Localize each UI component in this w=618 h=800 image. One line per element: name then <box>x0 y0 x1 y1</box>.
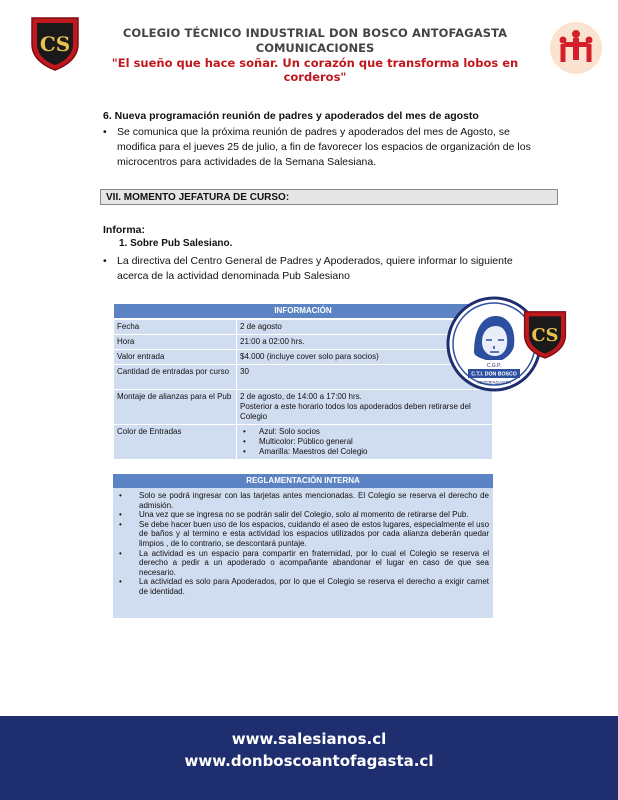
table-row <box>114 335 493 350</box>
table-key: Montaje de alianzas para el Pub <box>114 390 237 425</box>
table-row <box>114 320 493 335</box>
footer-url-salesianos[interactable]: www.salesianos.cl <box>231 730 387 748</box>
bullet-icon: • <box>103 126 107 138</box>
table-key: Hora <box>114 335 237 350</box>
section-6-bullet <box>103 125 543 170</box>
list-item: • Se debe hacer buen uso de los espacios, cuidando el aseo de estos lugares, especialmente el uso de baños y al termino e esta actividad los espacios utilizados por cada alianza deberán quedar limpios , de lo contrario, se descontará puntaje. <box>119 519 490 548</box>
table-row <box>114 425 493 460</box>
salesian-family-logo-icon <box>548 20 604 76</box>
info-table-heading: INFORMACIÓN <box>113 303 493 319</box>
section-6-heading: 6. Nueva programación reunión de padres y apoderados del mes de agosto <box>103 110 479 122</box>
bullet-icon: • <box>103 255 107 267</box>
section-7-heading: VII. MOMENTO JEFATURA DE CURSO: <box>100 189 558 205</box>
table-value <box>237 425 493 460</box>
badge-line3: ANTOFAGASTA <box>477 380 511 385</box>
info-table <box>113 303 493 460</box>
table-key: Color de Entradas <box>114 425 237 460</box>
reglamento-heading: REGLAMENTACIÓN INTERNA <box>113 474 493 488</box>
list-item: • Multicolor: Público general <box>243 437 353 446</box>
section-7-bullet <box>103 254 543 284</box>
badge-line2: C.T.I. DON BOSCO <box>471 371 517 378</box>
section-6-bullet-text: Se comunica que la próxima reunión de padres y apoderados del mes de Agosto, se modifica para el jueves 25 de julio, a fin de favorecer los espacios de organización de los microcentros para actividades de la Semana Salesiana. <box>117 126 531 168</box>
list-item: • Azul: Solo socios <box>243 427 320 436</box>
table-row <box>114 390 493 425</box>
school-crest-small-icon <box>521 308 569 360</box>
table-value: $4.000 (incluye cover solo para socios) <box>237 350 493 365</box>
svg-text:CS: CS <box>39 32 71 56</box>
reglamento-body <box>113 488 493 618</box>
list-item: • Amarilla: Maestros del Colegio <box>243 447 368 456</box>
informa-label: Informa: <box>103 224 145 236</box>
svg-text:CS: CS <box>531 325 559 347</box>
list-item: • Solo se podrá ingresar con las tarjetas antes mencionadas. El Colegio se reserva el derecho de admisión. <box>119 491 489 510</box>
table-key: Cantidad de entradas por curso <box>114 365 237 390</box>
school-crest-icon <box>28 14 82 72</box>
list-item: • La actividad es solo para Apoderados, por lo que el Colegio se reserva el derecho a exigir carnet de identidad. <box>119 577 489 596</box>
badge-line1: C.G.P. <box>486 363 502 369</box>
table-row <box>114 350 493 365</box>
table-value: 21:00 a 02:00 hrs. <box>237 335 493 350</box>
department-title: COMUNICACIONES <box>255 41 375 55</box>
school-title: COLEGIO TÉCNICO INDUSTRIAL DON BOSCO ANTOFAGASTA <box>122 26 508 40</box>
table-key: Valor entrada <box>114 350 237 365</box>
table-value: 2 de agosto <box>237 320 493 335</box>
school-motto: "El sueño que hace soñar. Un corazón que transforma lobos en corderos" <box>111 56 519 84</box>
list-item: • La actividad es un espacio para compartir en fraternidad, por lo cual el Colegio se reserva el derecho a pedir a un apoderado o acompañante abandonar el lugar en caso de que sea necesario. <box>119 548 489 577</box>
section-7-bullet-text: La directiva del Centro General de Padres y Apoderados, quiere informar lo siguiente acerca de la actividad denominada Pub Salesiano <box>117 255 513 282</box>
table-key: Fecha <box>114 320 237 335</box>
footer-url-donbosco[interactable]: www.donboscoantofagasta.cl <box>184 752 434 770</box>
list-item: • Una vez que se ingresa no se podrán salir del Colegio, solo al momento de retirarse del Pub. <box>119 510 469 520</box>
table-value: 2 de agosto, de 14:00 a 17:00 hrs. Posterior a este horario todos los apoderados deben retirarse del Colegio <box>237 390 493 425</box>
table-value: 30 <box>237 365 493 390</box>
table-row <box>114 365 493 390</box>
pub-item-heading: 1. Sobre Pub Salesiano. <box>119 238 233 249</box>
